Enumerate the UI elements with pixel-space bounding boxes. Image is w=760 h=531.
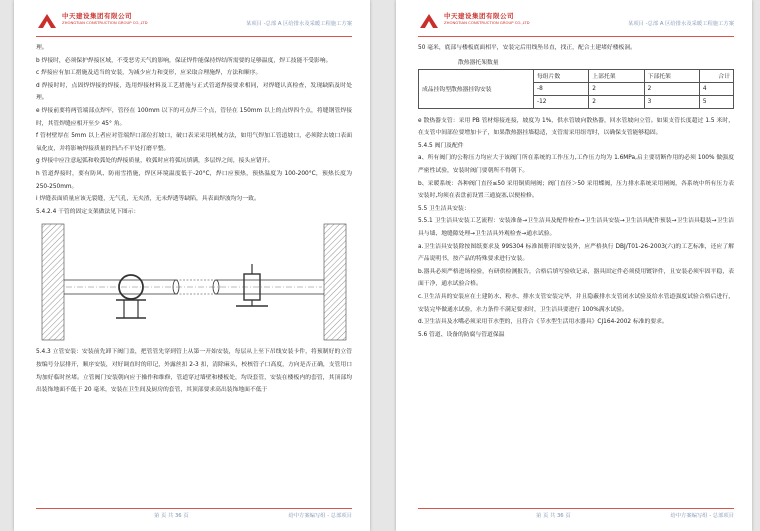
right-page [396,0,752,531]
page-footer [36,508,352,521]
table-cell: 4 [699,82,733,95]
paragraph: a、所有阀门的公称压力均应大于该阀门所在系统的工作压力,工作压力均为 1.6MPa,启主要切断作用的必须 100% 做强度严密性试验，安装时阀门要朝所不得朝下。 [418,155,734,174]
pipe-support-figure [36,222,352,342]
paragraph: e 散热器支管：采用 PB 管材熔接连接，坡度为 1%，供水管坡向散热器，回水管坡向立管。如果支管长度超过 1.5 米时，在支管中间部位要增加卡子，如果散热器挂墙稳适，支管需采用组弯时，以确保支管能够稳固。 [418,117,734,137]
paragraph: 50 毫米，底部与楼板底面相平，安装完后用线坠吊直，找正，配合土建堵好楼板洞。 [418,45,636,51]
paragraph: b.器具必须严格进场检验，有研供检测报告，合格后填写验收记录，器具固定件必须使用镀锌件，且安装必须牢固平稳，表面干净，通水试验合格。 [418,268,734,288]
paragraph: i 焊缝表面质量应该无裂缝，无气孔，无夹渣，无未焊透等缺陷，具表面焊波均匀一致。 [36,196,260,203]
table-row-label: 成品挂钩型散热器挂钩安装 [419,69,534,108]
table-cell: 2 [589,95,644,108]
table-cell: 5 [699,95,733,108]
table-cell: -12 [534,95,589,108]
paragraph: 5.5.1 卫生洁具安装工艺流程：安装准备→卫生洁具及配件检查→卫生洁具安装→卫生洁具配件预装→卫生洁具稳装→卫生洁具与墙、地缝隙处理→卫生洁具外观检查→通水试验。 [418,218,734,237]
paragraph: b、采暖系统：各种阀门直径≤50 采用铜质闸阀；阀门直径＞50 采用蝶阀，压力排水系统采用闸阀，各系统中所有压力表安装时,均须在表盘前设置三通旋塞,以便检修。 [418,180,734,200]
page-header [418,8,734,37]
table-header: 上部托架 [589,69,644,82]
table-cell: 2 [589,82,644,95]
paragraph: g 焊接中应注意起弧和收弧处的焊接质量，收弧时应将弧坑填满，多层焊之间，接头应错开。 [36,158,274,165]
company-logo-icon [418,11,440,31]
paragraph: d.卫生洁具及水嘴必须采用节水型的，且符合《节水型生活用水器具》CJ164-2002 标准的要求。 [418,319,668,326]
company-logo-icon [36,11,58,31]
section-heading: 5.4.5 阀门及配件 [418,142,464,149]
footer-text: 给中方案编写组 - 总部项目 [670,513,734,519]
paragraph: 5.4.3 立管安装：安装前先卸下阀门盖，把管管先穿到管上从第一开始安装，每层从上至下吊线安装卡件，将预制好的立管按编号分层排开，顺序安装，对好调直时的印记，外露丝扣 2-3 扣，清除麻头，校核管子口高度，方向是否正确，支管用口均加好临时丝堵。立管阀门安装朝向应于操作和维修，管道穿过墙壁和楼板处，均设套管，安装在楼板内的套管，其顶部均出装饰地面不低于 20 毫米，安装在卫生间及厨房的套管，其顶部要求高出装饰地面不低于 [36,349,352,394]
section-heading: 5.5 卫生洁具安装： [418,205,470,212]
section-heading: 5.4.2.4 干管的固定支架做法见下图示： [36,208,140,215]
page-number: 第 页 共 36 页 [536,513,571,519]
page-content [36,42,352,505]
paragraph: c.卫生洁具的安装应在土建防水、粉水、排水支管安装完毕，并且隐蔽排水支管闭水试验及给水管道强度试验合格后进行，安装完毕做通水试验，水力条件不满足要求时，卫生洁具要进行 100%满水试验。 [418,293,734,313]
company-name-en: ZHONGTIAN CONSTRUCTION GROUP CO.,LTD [62,20,148,25]
table-cell: -8 [534,82,589,95]
paragraph: d 焊接时时，点固焊焊接的焊接，选用焊接材料及工艺措施与正式管道焊接要求相同，对焊缝认真检查，发现缺陷及时处理。 [36,82,352,102]
table-cell: 3 [644,95,699,108]
table-header: 每组片数 [534,69,589,82]
page-number: 第 页 共 36 页 [154,513,189,519]
paragraph: f 管材壁厚在 5mm 以上者应对管端焊口部位打坡口，破口表采采用机械方法，如用气焊加工管道坡口，必须除去坡口表面氧化皮，并将影响焊接质量的凹凸不平处打磨平整。 [36,133,352,152]
table-cell: 2 [644,82,699,95]
paragraph: c 焊接应有加工措施及适当的安装，为减少应力和变形，应采取合理施焊，方法和顺序。 [36,70,262,77]
footer-text: 给中方案编写组 - 总部项目 [288,513,352,519]
page-content [418,42,734,505]
table-row [419,69,734,82]
paragraph: e 焊接前要将两管端部点焊牢，管径在 100mm 以下的可点焊三个点，管径在 150mm 以上的点焊四个点，将缝钢管焊接时，其管焊缝应相开至少 45° 角。 [36,107,352,127]
paragraph: 理。 [36,45,48,51]
left-page [14,0,370,531]
table-header: 下部托架 [644,69,699,82]
paragraph: a.卫生洁具安装除按图纸要求及 99S304 标准图册详图安装外，应严格执行 DBJ/T01-26-2003(六)的工艺标准，还应了解产品说明书，按产品的特殊要求进行安装。 [418,243,734,263]
page-footer [418,508,734,521]
pipe-support-diagram [36,222,352,342]
company-name: 中天建设集团有限公司 [62,12,132,20]
table-header: 合计 [699,69,733,82]
table-title: 散热器托架数量 [458,59,499,66]
paragraph: b 焊接时，必须保护焊接区域，不受恶劣天气的影响，保证焊件能保持焊结所需要的足够温度，焊工技能不受影响。 [36,57,332,64]
page-header [36,8,352,37]
paragraph: h 管道焊接时，要有防风、防雨雪措施，焊区环境温度低于-20°C，焊口应预热，预热温度为 100-200°C，预热长度为 250-250mm。 [36,170,352,190]
section-heading: 5.6 管道、设备的防腐与管道保温 [418,331,505,338]
document-title: 某项目 -总部 A 区给排水及采暖工程施工方案 [246,21,352,27]
company-name: 中天建设集团有限公司 [444,12,514,20]
document-title: 某项目 -总部 A 区给排水及采暖工程施工方案 [628,21,734,27]
company-name-en: ZHONGTIAN CONSTRUCTION GROUP CO.,LTD [444,20,530,25]
radiator-bracket-table [418,69,734,109]
